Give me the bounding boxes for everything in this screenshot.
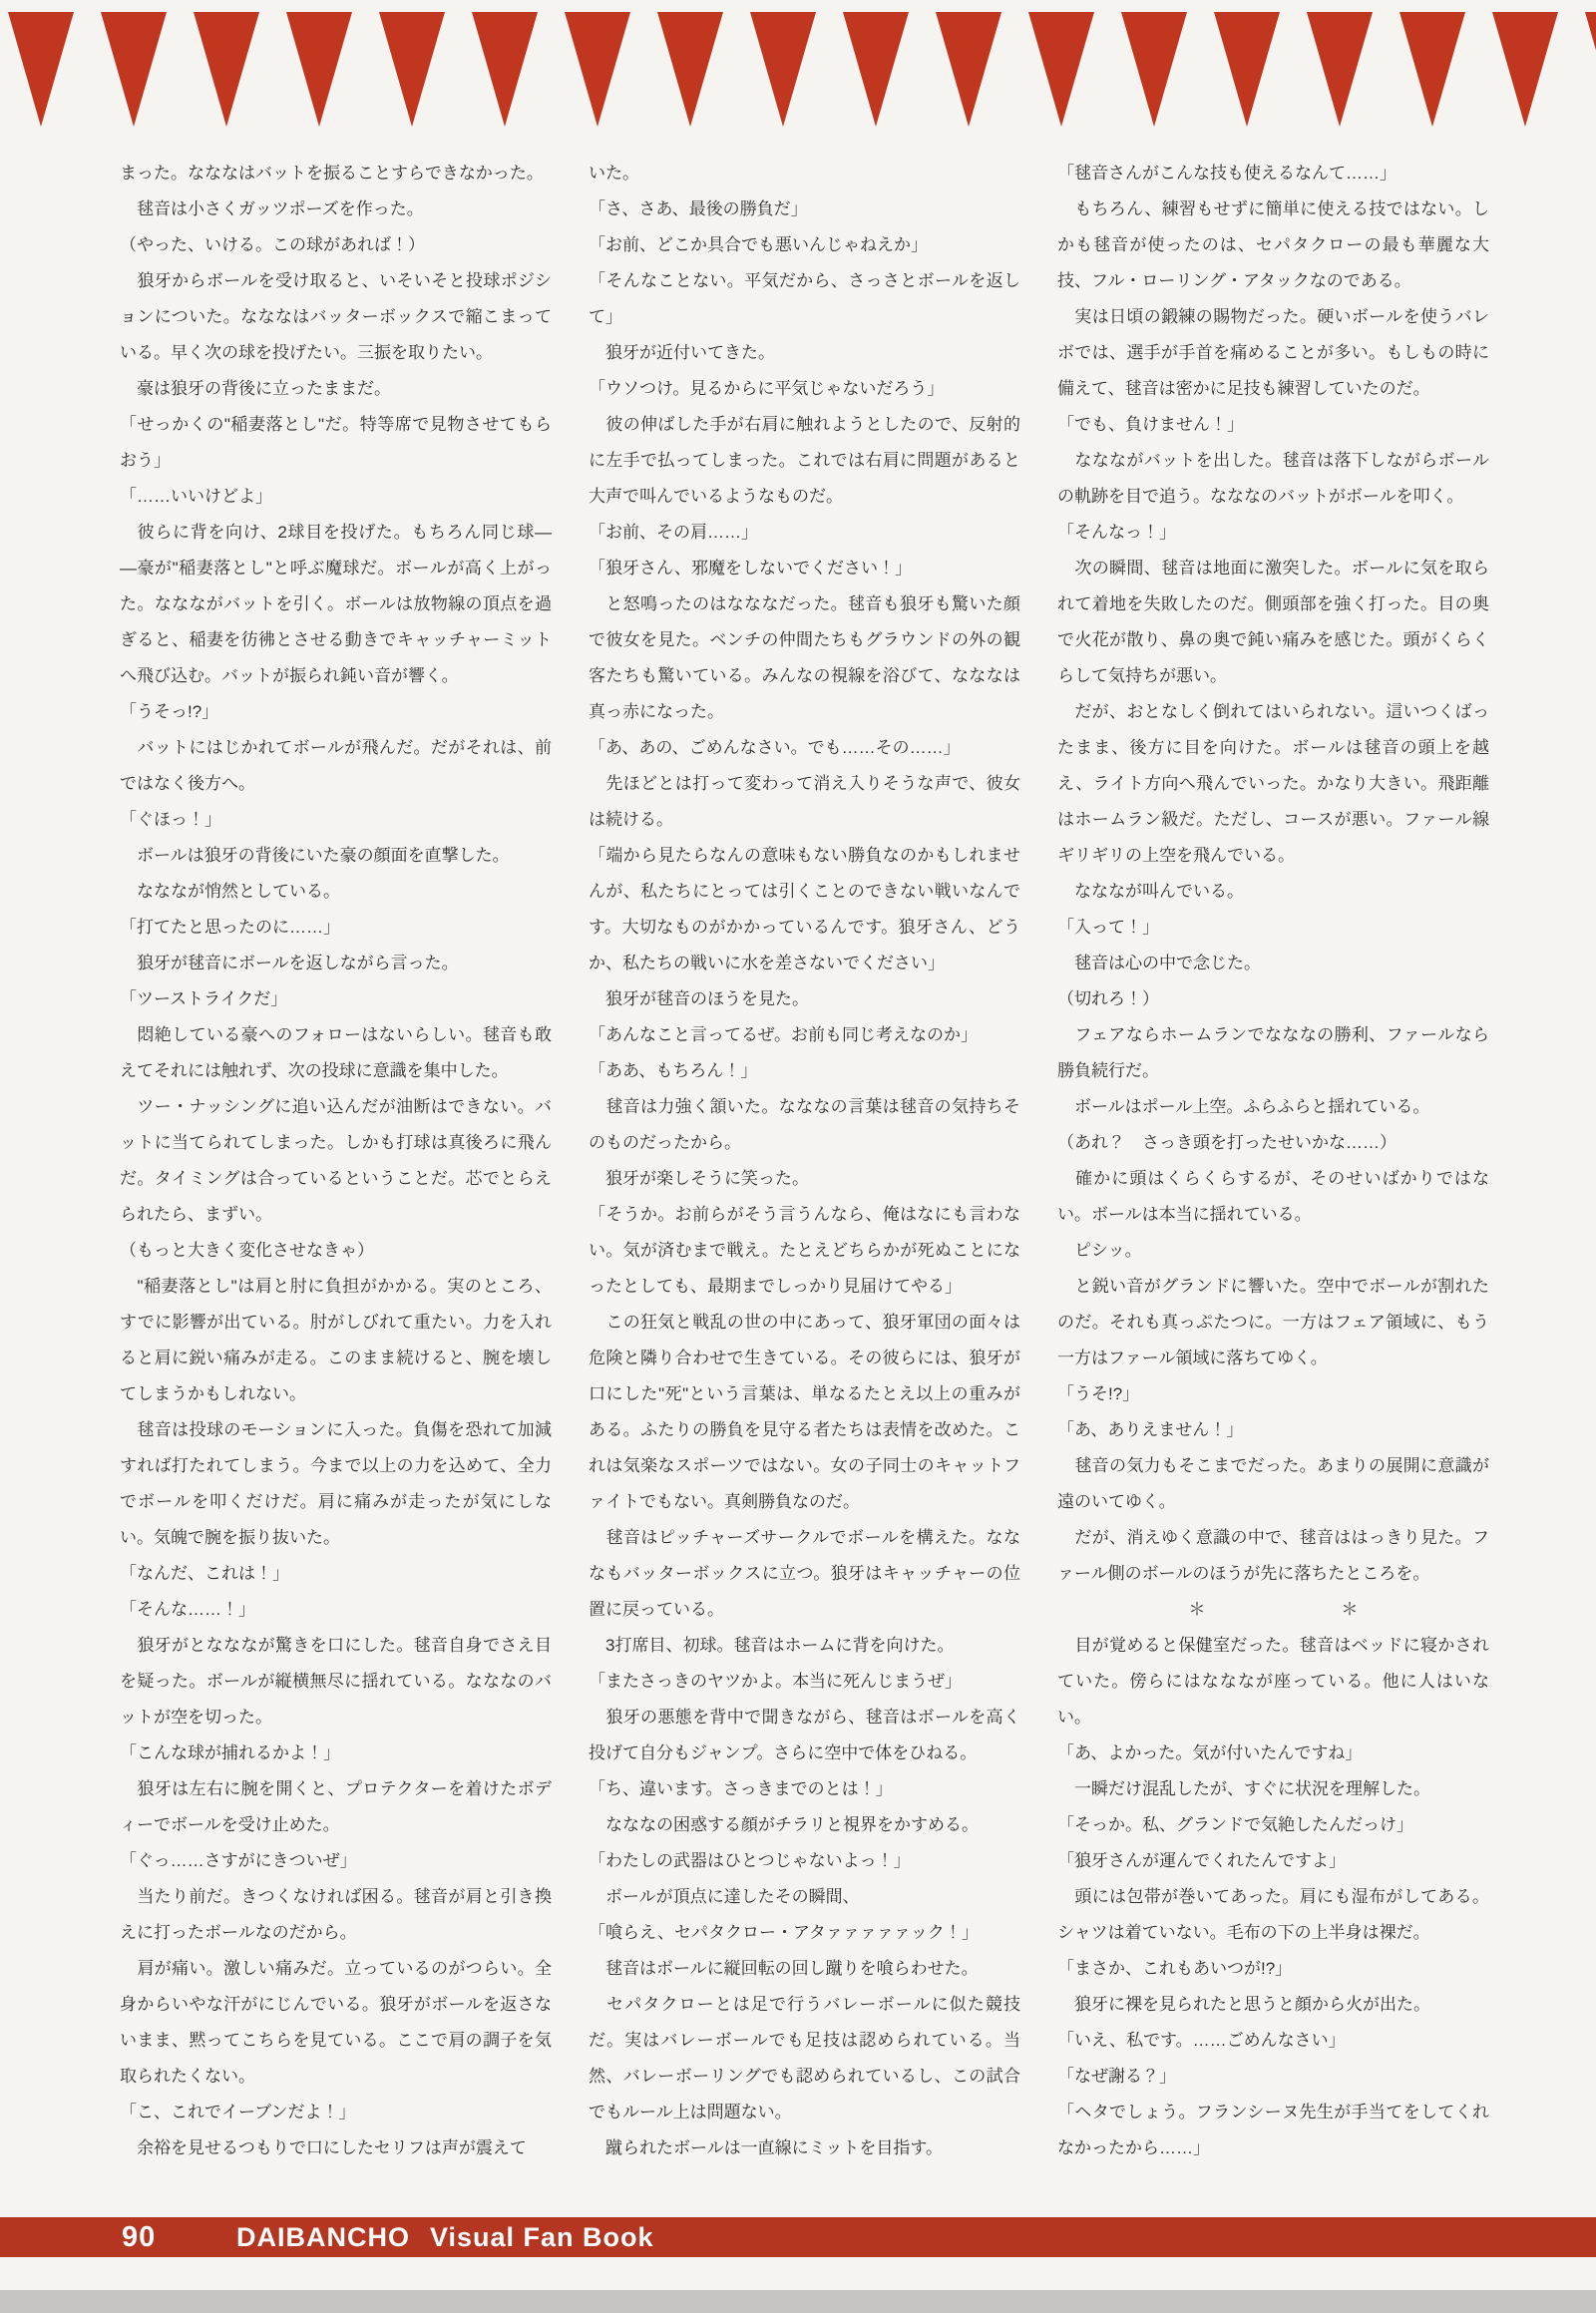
paragraph: 「ぐっ……さすがにきついぜ」 (120, 1851, 357, 1870)
paragraph: なななが叫んでいる。 (1057, 882, 1244, 901)
paragraph: だが、消えゆく意識の中で、毬音ははっきり見た。ファール側のボールのほうが先に落ちたところを。 (1057, 1528, 1489, 1583)
paragraph: 狼牙は左右に腕を開くと、プロテクターを着けたボディーでボールを受け止めた。 (120, 1779, 552, 1834)
paragraph: 蹴られたボールは一直線にミットを目指す。 (589, 2138, 943, 2157)
paragraph: 「喰らえ、セパタクロー・アタァァァァァック！」 (589, 1923, 979, 1942)
paragraph: 「あんなこと言ってるぜ。お前も同じ考えなのか」 (589, 1025, 978, 1044)
pennant-triangle-icon (1307, 12, 1373, 127)
section-separator: ＊ ＊ (1188, 1600, 1359, 1619)
pennant-triangle-icon (565, 12, 630, 127)
paragraph: なななの困惑する顔がチラリと視界をかすめる。 (589, 1815, 979, 1834)
paragraph: "稲妻落とし"は肩と肘に負担がかかる。実のところ、すでに影響が出ている。肘がしびれて重たい。力を入れると肩に鋭い痛みが走る。このまま続けると、腕を壊してしまうかもしれない。 (120, 1277, 552, 1403)
paragraph: 毬音は投球のモーションに入った。負傷を恐れて加減すれば打たれてしまう。今まで以上の力を込めて、全力でボールを叩くだけだ。肩に痛みが走ったが気にしない。気魄で腕を振り抜いた。 (120, 1420, 552, 1547)
paragraph: 「うそっ!?」 (120, 702, 219, 721)
footer-bar (0, 2217, 1596, 2257)
paragraph: 「お前、その肩……」 (589, 523, 758, 542)
paragraph: 「ち、違います。さっきまでのとは！」 (589, 1779, 893, 1798)
paragraph: （あれ？ さっき頭を打ったせいかな……） (1057, 1133, 1396, 1152)
paragraph: ツー・ナッシングに追い込んだが油断はできない。バットに当てられてしまった。しかも打球は真後ろに飛んだ。タイミングは合っているということだ。芯でとらえられたら、まずい。 (120, 1097, 552, 1224)
paragraph: 確かに頭はくらくらするが、そのせいばかりではない。ボールは本当に揺れている。 (1057, 1169, 1489, 1224)
paragraph: 毬音はピッチャーズサークルでボールを構えた。なななもバッターボックスに立つ。狼牙はキャッチャーの位置に戻っている。 (589, 1528, 1020, 1619)
paragraph: 彼の伸ばした手が右肩に触れようとしたので、反射的に左手で払ってしまった。これでは右肩に問題があると大声で叫んでいるようなものだ。 (589, 415, 1020, 506)
paragraph: 「またさっきのヤツかよ。本当に死んじまうぜ」 (589, 1672, 962, 1691)
paragraph: ピシッ。 (1057, 1241, 1142, 1260)
paragraph: 「あ、あの、ごめんなさい。でも……その……」 (589, 738, 961, 757)
paragraph: 次の瞬間、毬音は地面に激突した。ボールに気を取られて着地を失敗したのだ。側頭部を強く打った。目の奥で火花が散り、鼻の奥で鈍い痛みを感じた。頭がくらくらして気持ちが悪い。 (1057, 559, 1489, 685)
paragraph: 毬音はボールに縦回転の回し蹴りを喰らわせた。 (589, 1959, 979, 1978)
paragraph: 狼牙が毬音のほうを見た。 (589, 989, 809, 1008)
pennant-triangle-icon (1214, 12, 1280, 127)
paragraph: 「うそ!?」 (1057, 1384, 1140, 1403)
paragraph: 3打席目、初球。毬音はホームに背を向けた。 (589, 1636, 955, 1655)
paragraph: ボールはポール上空。ふらふらと揺れている。 (1057, 1097, 1430, 1116)
page-number: 90 (122, 2221, 157, 2253)
paragraph: （やった、いける。この球があれば！） (120, 235, 425, 254)
paragraph: 「端から見たらなんの意味もない勝負なのかもしれませんが、私たちにとっては引くことのできない戦いなんです。大切なものがかかっているんです。狼牙さん、どうか、私たちの戦いに水を差さないでください」 (589, 846, 1020, 972)
paragraph: 「いえ、私です。……ごめんなさい」 (1057, 2031, 1346, 2050)
paragraph: 彼らに背を向け、2球目を投げた。もちろん同じ球――豪が"稲妻落とし"と呼ぶ魔球だ。ボールが高く上がった。ななながバットを引く。ボールは放物線の頂点を過ぎると、稲妻を彷彿とさせる動きでキャッチャーミットへ飛び込む。バットが振られ鈍い音が響く。 (120, 523, 552, 685)
paragraph: 当たり前だ。きつくなければ困る。毬音が肩と引き換えに打ったボールなのだから。 (120, 1887, 552, 1942)
paragraph: 「そっか。私、グランドで気絶したんだっけ」 (1057, 1815, 1413, 1834)
paragraph: 「毬音さんがこんな技も使えるなんて……」 (1057, 164, 1396, 183)
paragraph: だが、おとなしく倒れてはいられない。這いつくばったまま、後方に目を向けた。ボールは毬音の頭上を越え、ライト方向へ飛んでいった。かなり大きい。飛距離はホームラン級だ。ただし、コースが悪い。ファール線ギリギリの上空を飛んでいる。 (1057, 702, 1489, 865)
paragraph: 「……いいけどよ」 (120, 487, 272, 506)
pennant-triangle-icon (1585, 12, 1596, 127)
paragraph: 余裕を見せるつもりで口にしたセリフは声が震えて (120, 2138, 527, 2157)
paragraph: もちろん、練習もせずに簡単に使える技ではない。しかも毬音が使ったのは、セパタクローの最も華麗な大技、フル・ローリング・アタックなのである。 (1057, 199, 1489, 290)
paragraph: 狼牙が楽しそうに笑った。 (589, 1169, 809, 1188)
paragraph: 狼牙からボールを受け取ると、いそいそと投球ポジションについた。なななはバッターボックスで縮こまっている。早く次の球を投げたい。三振を取りたい。 (120, 271, 552, 362)
paragraph: フェアならホームランでなななの勝利、ファールなら勝負続行だ。 (1057, 1025, 1489, 1080)
paragraph: 「さ、さあ、最後の勝負だ」 (589, 199, 808, 218)
paragraph: 悶絶している豪へのフォローはないらしい。毬音も敢えてそれには触れず、次の投球に意識を集中した。 (120, 1025, 552, 1080)
text-columns (120, 156, 1489, 2206)
paragraph: ボールが頂点に達したその瞬間、 (589, 1887, 860, 1906)
paragraph: なななが悄然としている。 (120, 882, 340, 901)
paragraph: 「なんだ、これは！」 (120, 1564, 289, 1583)
paragraph: 豪は狼牙の背後に立ったままだ。 (120, 379, 391, 398)
pennant-triangle-icon (1492, 12, 1558, 127)
text-column-2 (589, 156, 1020, 2206)
paragraph: 「なぜ謝る？」 (1057, 2067, 1176, 2086)
paragraph: ななながバットを出した。毬音は落下しながらボールの軌跡を目で追う。なななのバットがボールを叩く。 (1057, 451, 1489, 506)
paragraph: 「そんな……！」 (120, 1600, 255, 1619)
pennant-triangle-icon (1028, 12, 1094, 127)
pennant-triangle-icon (1399, 12, 1465, 127)
pennant-triangle-icon (286, 12, 352, 127)
paragraph: この狂気と戦乱の世の中にあって、狼牙軍団の面々は危険と隣り合わせで生きている。その彼らには、狼牙が口にした"死"という言葉は、単なるたとえ以上の重みがある。ふたりの勝負を見守る者たちは表情を改めた。これは気楽なスポーツではない。女の子同士のキャットファイトでもない。真剣勝負なのだ。 (589, 1313, 1020, 1511)
paragraph: まった。なななはバットを振ることすらできなかった。 (120, 164, 544, 183)
paragraph: バットにはじかれてボールが飛んだ。だがそれは、前ではなく後方へ。 (120, 738, 552, 793)
pennant-triangle-icon (936, 12, 1001, 127)
paragraph: ボールは狼牙の背後にいた豪の顔面を直撃した。 (120, 846, 510, 865)
paragraph: 狼牙が近付いてきた。 (589, 343, 775, 362)
text-column-3 (1057, 156, 1489, 2206)
pennant-triangle-icon (843, 12, 909, 127)
paragraph: 「こ、これでイーブンだよ！」 (120, 2103, 356, 2121)
paragraph: 「ヘタでしょう。フランシーヌ先生が手当てをしてくれなかったから……」 (1057, 2103, 1489, 2157)
pennant-triangle-icon (379, 12, 445, 127)
paragraph: 毬音は力強く頷いた。なななの言葉は毬音の気持ちそのものだったから。 (589, 1097, 1020, 1152)
paragraph: 「ツーストライクだ」 (120, 989, 288, 1008)
paragraph: 「まさか、これもあいつが!?」 (1057, 1959, 1293, 1978)
paragraph: 毬音は小さくガッツポーズを作った。 (120, 199, 424, 218)
pennant-triangle-icon (1121, 12, 1187, 127)
paragraph: 「あ、ありえません！」 (1057, 1420, 1244, 1439)
pennant-triangle-icon (194, 12, 259, 127)
paragraph: 狼牙が毬音にボールを返しながら言った。 (120, 954, 459, 972)
paragraph: （切れろ！） (1057, 989, 1159, 1008)
paragraph: 先ほどとは打って変わって消え入りそうな声で、彼女は続ける。 (589, 774, 1020, 829)
paragraph: 頭には包帯が巻いてあった。肩にも湿布がしてある。シャツは着ていない。毛布の下の上半身は裸だ。 (1057, 1887, 1489, 1942)
paragraph: 狼牙の悪態を背中で聞きながら、毬音はボールを高く投げて自分もジャンプ。さらに空中で体をひねる。 (589, 1708, 1020, 1762)
book-series-name: DAIBANCHO (236, 2222, 410, 2252)
pennant-triangle-icon (750, 12, 816, 127)
paragraph: 「打てたと思ったのに……」 (120, 918, 340, 937)
paragraph: と怒鳴ったのはなななだった。毬音も狼牙も驚いた顔で彼女を見た。ベンチの仲間たちもグラウンドの外の観客たちも驚いている。みんなの視線を浴びて、なななは真っ赤になった。 (589, 594, 1020, 721)
paragraph: 「ああ、もちろん！」 (589, 1061, 758, 1080)
pennant-triangle-icon (8, 12, 74, 127)
paragraph: 毬音は心の中で念じた。 (1057, 954, 1261, 972)
pennant-triangle-icon (101, 12, 167, 127)
paragraph: 「ぐほっ！」 (120, 810, 221, 829)
book-subtitle: Visual Fan Book (430, 2222, 654, 2252)
paragraph: （もっと大きく変化させなきゃ） (120, 1241, 374, 1260)
paragraph: 「ウソつけ。見るからに平気じゃないだろう」 (589, 379, 945, 398)
paragraph: 「せっかくの"稲妻落とし"だ。特等席で見物させてもらおう」 (120, 415, 552, 470)
paragraph: 「でも、負けません！」 (1057, 415, 1244, 434)
paragraph: と鋭い音がグランドに響いた。空中でボールが割れたのだ。それも真っぷたつに。一方はフェア領域に、もう一方はファール領域に落ちてゆく。 (1057, 1277, 1489, 1367)
book-title (236, 2217, 654, 2257)
paragraph: いた。 (589, 164, 639, 183)
paragraph: 「お前、どこか具合でも悪いんじゃねえか」 (589, 235, 928, 254)
paragraph: 目が覚めると保健室だった。毬音はベッドに寝かされていた。傍らにはなななが座っている。他に人はいない。 (1057, 1636, 1489, 1727)
paragraph: 狼牙に裸を見られたと思うと顔から火が出た。 (1057, 1995, 1430, 2014)
paragraph: 狼牙がとなななが驚きを口にした。毬音自身でさえ目を疑った。ボールが縦横無尽に揺れている。なななのバットが空を切った。 (120, 1636, 552, 1727)
paragraph: 「こんな球が捕れるかよ！」 (120, 1743, 340, 1762)
paragraph: 「わたしの武器はひとつじゃないよっ！」 (589, 1851, 911, 1870)
text-column-1 (120, 156, 552, 2206)
pennant-banner (0, 12, 1596, 132)
pennant-triangle-icon (657, 12, 723, 127)
paragraph: 「そうか。お前らがそう言うんなら、俺はなにも言わない。気が済むまで戦え。たとえどちらかが死ぬことになったとしても、最期までしっかり見届けてやる」 (589, 1205, 1020, 1296)
scan-bottom-edge (0, 2290, 1596, 2313)
paragraph: 「そんなことない。平気だから、さっさとボールを返して」 (589, 271, 1020, 326)
paragraph: セパタクローとは足で行うバレーボールに似た競技だ。実はバレーボールでも足技は認められている。当然、バレーボーリングでも認められているし、この試合でもルール上は問題ない。 (589, 1995, 1020, 2121)
pennant-triangle-icon (472, 12, 538, 127)
paragraph: 「入って！」 (1057, 918, 1159, 937)
paragraph: 「そんなっ！」 (1057, 523, 1176, 542)
paragraph: 「あ、よかった。気が付いたんですね」 (1057, 1743, 1363, 1762)
paragraph: 一瞬だけ混乱したが、すぐに状況を理解した。 (1057, 1779, 1430, 1798)
paragraph: 肩が痛い。激しい痛みだ。立っているのがつらい。全身からいやな汗がにじんでいる。狼牙がボールを返さないまま、黙ってこちらを見ている。ここで肩の調子を気取られたくない。 (120, 1959, 552, 2086)
paragraph: 毬音の気力もそこまでだった。あまりの展開に意識が遠のいてゆく。 (1057, 1456, 1489, 1511)
paragraph: 実は日頃の鍛練の賜物だった。硬いボールを使うバレボでは、選手が手首を痛めることが多い。もしもの時に備えて、毬音は密かに足技も練習していたのだ。 (1057, 307, 1489, 398)
paragraph: 「狼牙さんが運んでくれたんですよ」 (1057, 1851, 1346, 1870)
paragraph: 「狼牙さん、邪魔をしないでください！」 (589, 559, 913, 578)
